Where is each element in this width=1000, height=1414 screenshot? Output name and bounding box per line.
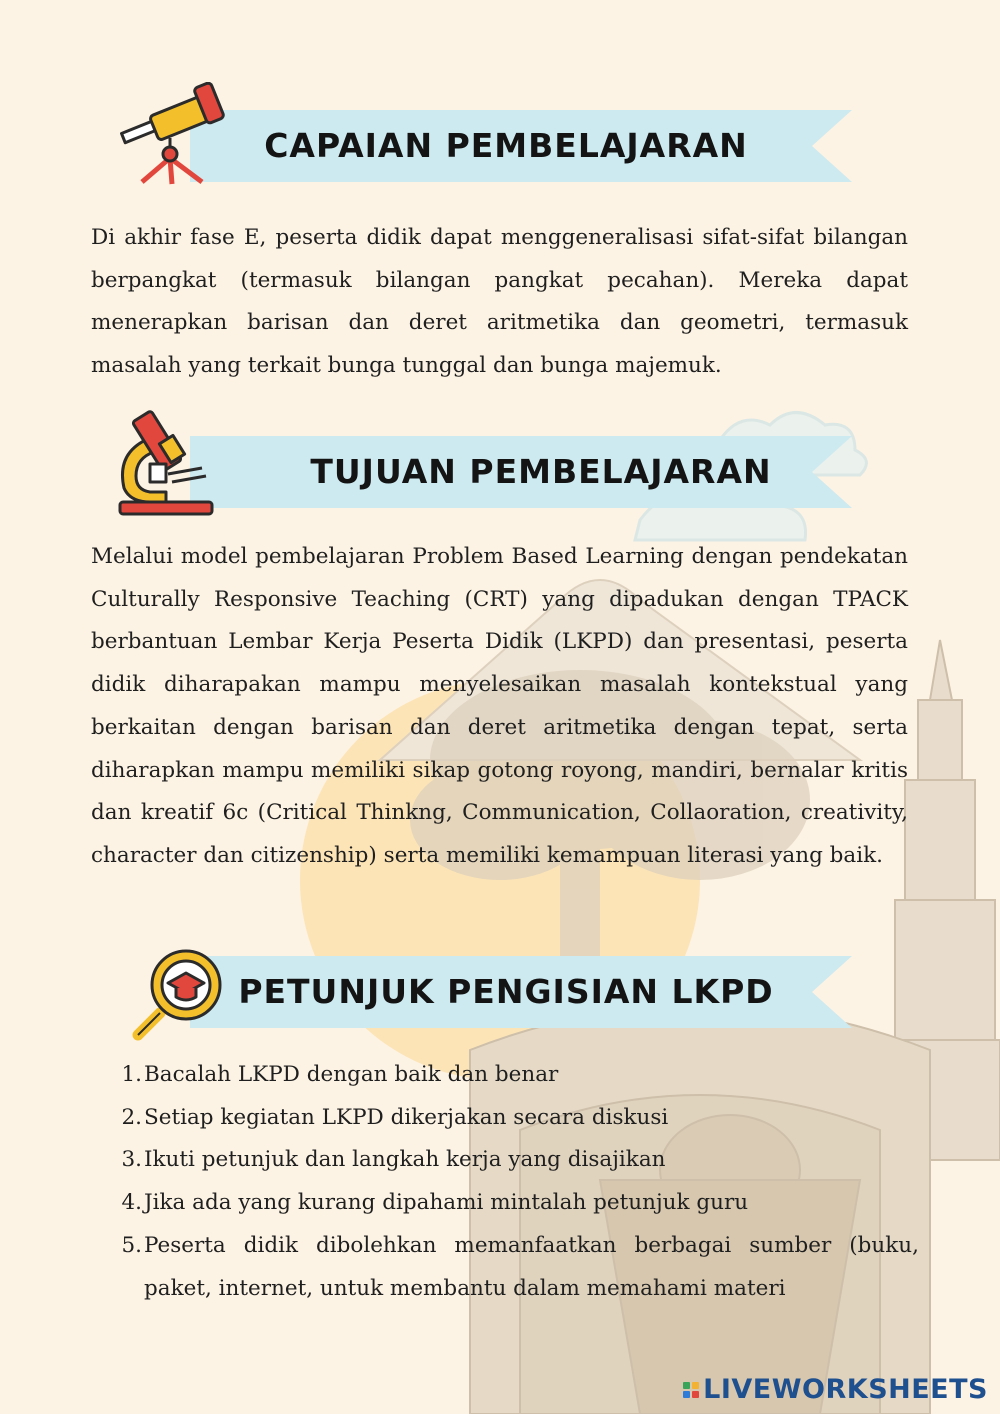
list-item-number: 4.: [121, 1190, 142, 1216]
capaian-banner: [190, 110, 852, 182]
petunjuk-steps-list: [91, 1054, 919, 1310]
list-item-number: 1.: [121, 1062, 142, 1087]
microscope-icon: [110, 408, 218, 522]
liveworksheets-brand-text: LIVEWORKSHEETS: [703, 1374, 988, 1405]
list-item-number: 3.: [121, 1147, 142, 1173]
list-item-number: 5.: [121, 1232, 142, 1258]
magnifier-graduation-cap-icon: [130, 943, 242, 1047]
list-item-number: 2.: [121, 1104, 142, 1130]
list-item-text: Peserta didik dibolehkan memanfaatkan berbagai sumber (buku, paket, internet, untuk membantu dalam memahami materi: [144, 1232, 919, 1301]
list-item-text: Bacalah LKPD dengan baik dan benar: [144, 1062, 559, 1087]
telescope-icon: [112, 82, 230, 191]
list-item: [91, 1054, 919, 1097]
petunjuk-title: PETUNJUK PENGISIAN LKPD: [238, 972, 774, 1011]
liveworksheets-logo-icon: [683, 1382, 699, 1398]
tujuan-section: [0, 390, 1000, 935]
liveworksheets-logo-link[interactable]: [683, 1374, 988, 1405]
capaian-title: CAPAIAN PEMBELAJARAN: [264, 126, 748, 165]
petunjuk-banner: [190, 956, 852, 1028]
tujuan-banner: [190, 436, 852, 508]
capaian-section: [0, 0, 1000, 390]
tujuan-paragraph: Melalui model pembelajaran Problem Based Learning dengan pendekatan Culturally Responsive Teaching (CRT) yang dipadukan dengan TPACK berbantuan Lembar Kerja Peserta Didik (LKPD) dan presentasi, peserta didik diharapakan mampu menyelesaikan masalah kontekstual yang berkaitan dengan barisan dan deret aritmetika dengan tepat, serta diharapkan mampu memiliki sikap gotong royong, mandiri, bernalar kritis dan kreatif 6c (Critical Thinkng, Communication, Collaoration, creativity, character dan citizenship) serta memiliki kemampuan literasi yang baik.: [91, 544, 908, 868]
list-item: [91, 1225, 919, 1310]
list-item: [91, 1097, 919, 1140]
list-item-text: Setiap kegiatan LKPD dikerjakan secara diskusi: [144, 1104, 669, 1130]
list-item-text: Ikuti petunjuk dan langkah kerja yang disajikan: [144, 1147, 666, 1173]
petunjuk-section: [0, 935, 1000, 1355]
capaian-paragraph: Di akhir fase E, peserta didik dapat menggeneralisasi sifat-sifat bilangan berpangkat (termasuk bilangan pangkat pecahan). Mereka dapat menerapkan barisan dan deret aritmetika dan geometri, termasuk masalah yang terkait bunga tunggal dan bunga majemuk.: [91, 225, 908, 379]
list-item: [91, 1139, 919, 1182]
list-item: [91, 1182, 919, 1225]
list-item-text: Jika ada yang kurang dipahami mintalah petunjuk guru: [144, 1190, 749, 1216]
tujuan-title: TUJUAN PEMBELAJARAN: [310, 452, 772, 491]
